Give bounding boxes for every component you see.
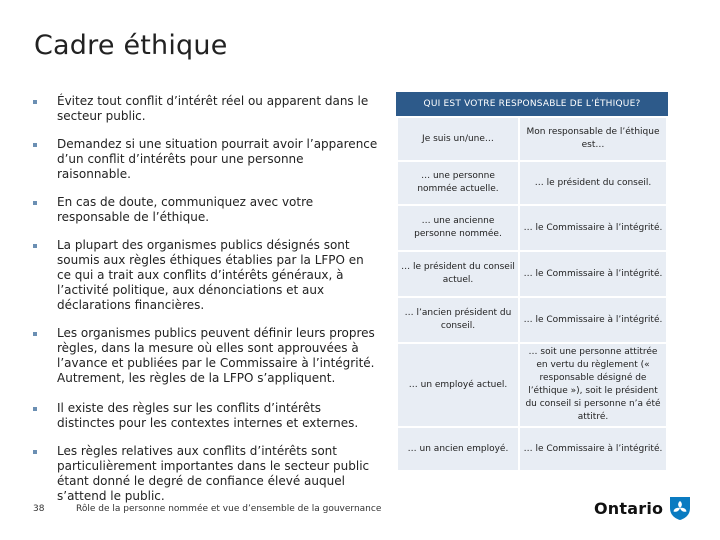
table-cell-role: … un ancien employé.: [397, 427, 519, 471]
table-row: [397, 427, 667, 471]
table-cell-role: … une personne nommée actuelle.: [397, 161, 519, 205]
table-cell-role: … l’ancien président du conseil.: [397, 297, 519, 343]
table-cell-officer: Mon responsable de l’éthique est…: [519, 117, 667, 161]
table-cell-officer: … le Commissaire à l’intégrité.: [519, 205, 667, 251]
bullet-item: Évitez tout conflit d’intérêt réel ou apparent dans le secteur public.: [30, 94, 380, 124]
table-cell-role: … une ancienne personne nommée.: [397, 205, 519, 251]
bullet-item: La plupart des organismes publics désignés sont soumis aux règles éthiques établies par la LFPO en ce qui a trait aux conflits d’intérêts généraux, à l’activité politique, aux dénonciations et aux déclarations financières.: [30, 238, 380, 313]
table-row: [397, 297, 667, 343]
bullet-item: Les organismes publics peuvent définir leurs propres règles, dans la mesure où elles sont approuvées à l’avance et publiées par le Commissaire à l’intégrité. Autrement, les règles de la LFPO s’appliquent.: [30, 326, 380, 386]
table-cell-officer: … soit une personne attitrée en vertu du règlement (« responsable désigné de l’éthique »), soit le président du conseil si personne n’a été attitré.: [519, 343, 667, 427]
page-number: 38: [33, 504, 45, 514]
bullet-item: Il existe des règles sur les conflits d’intérêts distinctes pour les contextes internes et externes.: [30, 401, 380, 431]
table-cell-role: Je suis un/une…: [397, 117, 519, 161]
table-cell-officer: … le président du conseil.: [519, 161, 667, 205]
table-row: [397, 205, 667, 251]
table-cell-officer: … le Commissaire à l’intégrité.: [519, 251, 667, 297]
logo-wordmark: Ontario: [594, 498, 664, 518]
table-row: [397, 343, 667, 427]
table-cell-role: … le président du conseil actuel.: [397, 251, 519, 297]
table-cell-role: … un employé actuel.: [397, 343, 519, 427]
bullet-item: En cas de doute, communiquez avec votre responsable de l’éthique.: [30, 195, 380, 225]
footer-text: Rôle de la personne nommée et vue d’ensemble de la gouvernance: [76, 504, 382, 514]
page-title: Cadre éthique: [34, 30, 228, 61]
table-header: QUI EST VOTRE RESPONSABLE DE L’ÉTHIQUE?: [396, 92, 668, 116]
bullet-list: [30, 94, 380, 504]
table-cell-officer: … le Commissaire à l’intégrité.: [519, 297, 667, 343]
table-row: [397, 161, 667, 205]
ethics-officer-table: [396, 92, 668, 472]
ontario-logo: [594, 495, 692, 521]
table-row: [397, 251, 667, 297]
trillium-icon: [668, 495, 692, 521]
bullet-item: Les règles relatives aux conflits d’intérêts sont particulièrement importantes dans le secteur public étant donné le degré de confiance élevé auquel s’attend le public.: [30, 444, 380, 504]
table-row: [397, 117, 667, 161]
table-cell-officer: … le Commissaire à l’intégrité.: [519, 427, 667, 471]
ethics-table-body: [396, 116, 668, 472]
bullet-item: Demandez si une situation pourrait avoir l’apparence d’un conflit d’intérêts pour une personne raisonnable.: [30, 137, 380, 182]
